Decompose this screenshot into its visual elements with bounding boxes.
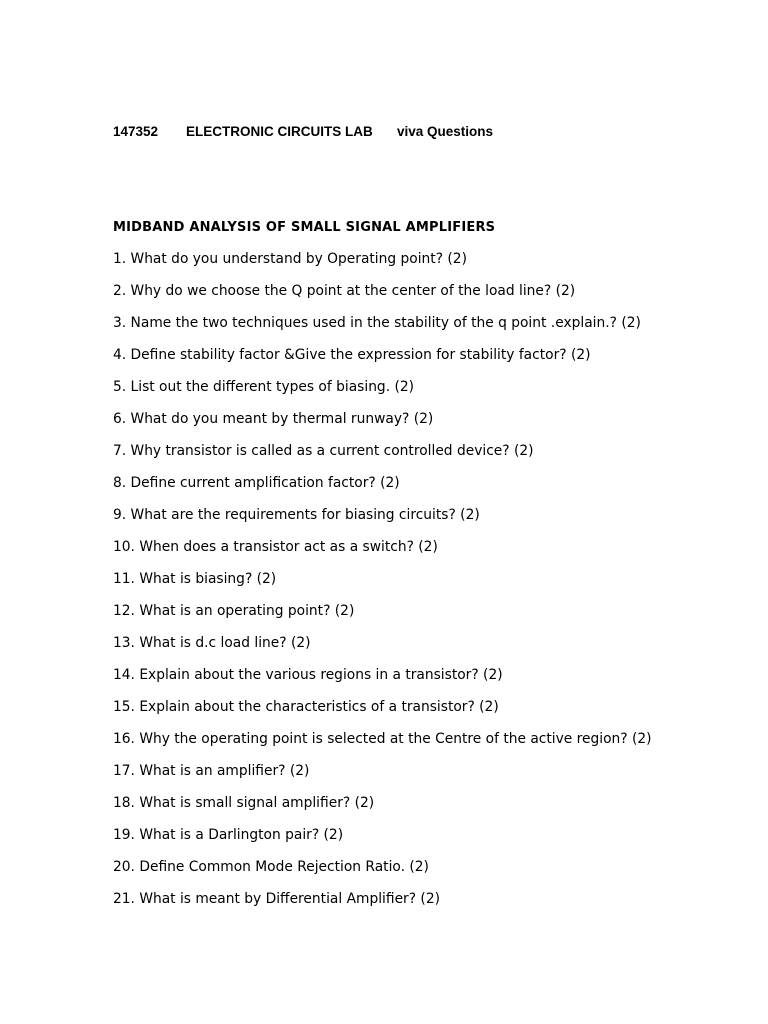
document-header: [113, 124, 493, 139]
question-item: 14. Explain about the various regions in a transistor? (2): [113, 667, 503, 683]
lab-title: ELECTRONIC CIRCUITS LAB: [186, 124, 373, 139]
question-item: 15. Explain about the characteristics of a transistor? (2): [113, 699, 499, 715]
question-item: 6. What do you meant by thermal runway? (2): [113, 411, 434, 427]
question-item: 2. Why do we choose the Q point at the center of the load line? (2): [113, 283, 576, 299]
question-item: 20. Define Common Mode Rejection Ratio. (2): [113, 859, 429, 875]
question-item: 11. What is biasing? (2): [113, 571, 277, 587]
section-title: MIDBAND ANALYSIS OF SMALL SIGNAL AMPLIFIERS: [113, 220, 496, 235]
question-list: [113, 251, 652, 923]
question-item: 12. What is an operating point? (2): [113, 603, 355, 619]
question-item: 3. Name the two techniques used in the stability of the q point .explain.? (2): [113, 315, 641, 331]
question-item: 8. Define current amplification factor? (2): [113, 475, 400, 491]
question-item: 9. What are the requirements for biasing circuits? (2): [113, 507, 480, 523]
question-item: 18. What is small signal amplifier? (2): [113, 795, 375, 811]
question-item: 1. What do you understand by Operating point? (2): [113, 251, 467, 267]
question-item: 5. List out the different types of biasing. (2): [113, 379, 415, 395]
question-item: 7. Why transistor is called as a current controlled device? (2): [113, 443, 534, 459]
question-item: 16. Why the operating point is selected at the Centre of the active region? (2): [113, 731, 652, 747]
course-code: 147352: [113, 124, 159, 139]
question-item: 13. What is d.c load line? (2): [113, 635, 311, 651]
question-item: 4. Define stability factor &Give the expression for stability factor? (2): [113, 347, 591, 363]
document-subtitle: viva Questions: [397, 124, 494, 139]
question-item: 19. What is a Darlington pair? (2): [113, 827, 344, 843]
question-item: 17. What is an amplifier? (2): [113, 763, 310, 779]
question-item: 21. What is meant by Differential Amplifier? (2): [113, 891, 440, 907]
question-item: 10. When does a transistor act as a switch? (2): [113, 539, 438, 555]
